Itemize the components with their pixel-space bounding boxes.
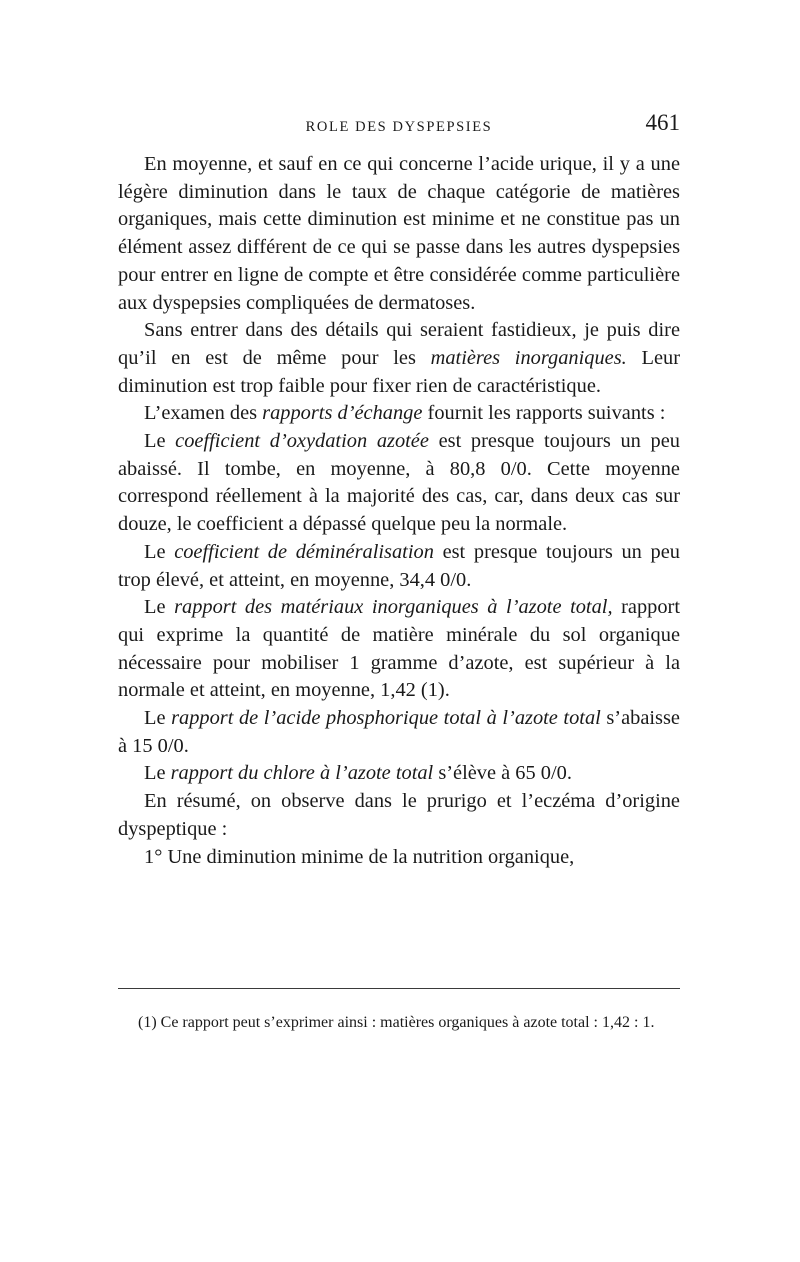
italic-phrase: rapport des matériaux inorganiques à l’azote total, <box>174 596 613 619</box>
body-text <box>118 151 680 871</box>
paragraph-4 <box>118 428 680 539</box>
italic-phrase: matières inorganiques. <box>430 346 627 369</box>
text-run: est presque toujours un peu trop élevé, et atteint, en moyenne, 34,4 0/0. <box>118 540 680 591</box>
paragraph-6 <box>118 594 680 705</box>
paragraph-5 <box>118 539 680 594</box>
text-run: Le <box>144 707 172 730</box>
paragraph-10 <box>118 844 680 872</box>
page-number: 461 <box>645 110 680 135</box>
italic-phrase: coefficient de déminéralisation <box>174 540 434 563</box>
running-head: ROLE DES DYSPEPSIES <box>305 119 493 135</box>
text-run: est presque toujours un peu abaissé. Il tombe, en moyenne, à 80,8 0/0. Cette moyenne correspond réellement à la majorité des cas, car, dans deux cas sur douze, le coefficient a dépassé quelque peu la normale. <box>118 430 680 536</box>
paragraph-1 <box>118 151 680 317</box>
page-header <box>118 110 680 140</box>
text-run: Le <box>144 762 171 785</box>
italic-phrase: coefficient d’oxydation azotée <box>175 430 429 453</box>
paragraph-2 <box>118 317 680 400</box>
text-run: Sans entrer dans des détails qui seraient fastidieux, je puis dire qu’il en est de même pour les <box>118 319 680 369</box>
text-run: s’abaisse à 15 0/0. <box>118 707 680 757</box>
text-run: Le <box>144 596 175 619</box>
paragraph-7 <box>118 705 680 760</box>
text-run: L’examen des <box>144 402 263 425</box>
italic-phrase: rapport de l’acide phosphorique total à l’azote total <box>171 707 601 730</box>
italic-phrase: rapport du chlore à l’azote total <box>170 762 434 785</box>
paragraph-8 <box>118 760 680 788</box>
paragraph-9 <box>118 788 680 843</box>
text-run: En moyenne, et sauf en ce qui concerne l’acide urique, il y a une légère diminution dans le taux de chaque catégorie de matières organiques, mais cette diminution est minime et ne constitue pas un élément assez différent de ce qui se passe dans les autres dyspepsies pour entrer en ligne de compte et être considérée comme particulière aux dyspepsies compliquées de dermatoses. <box>118 153 680 314</box>
text-run: 1° Une diminution minime de la nutrition organique, <box>144 845 575 868</box>
text-run: Le <box>144 540 175 563</box>
text-run: Le <box>144 430 176 453</box>
text-run: s’élève à 65 0/0. <box>433 762 572 785</box>
footnote-rule <box>118 988 680 989</box>
text-run: En résumé, on observe dans le prurigo et l’eczéma d’origine dyspeptique : <box>118 790 680 840</box>
text-run: fournit les rapports suivants : <box>422 402 666 425</box>
footnote: (1) Ce rapport peut s’exprimer ainsi : matières organiques à azote total : 1,42 : 1. <box>138 1014 655 1031</box>
text-run: Leur diminution est trop faible pour fixer rien de caractéristique. <box>118 346 680 397</box>
paragraph-3 <box>118 400 680 428</box>
italic-phrase: rapports d’échange <box>262 402 423 425</box>
text-run: rapport qui exprime la quantité de matière minérale du sol organique nécessaire pour mobiliser 1 gramme d’azote, est supérieur à la normale et atteint, en moyenne, 1,42 (1). <box>118 596 680 702</box>
